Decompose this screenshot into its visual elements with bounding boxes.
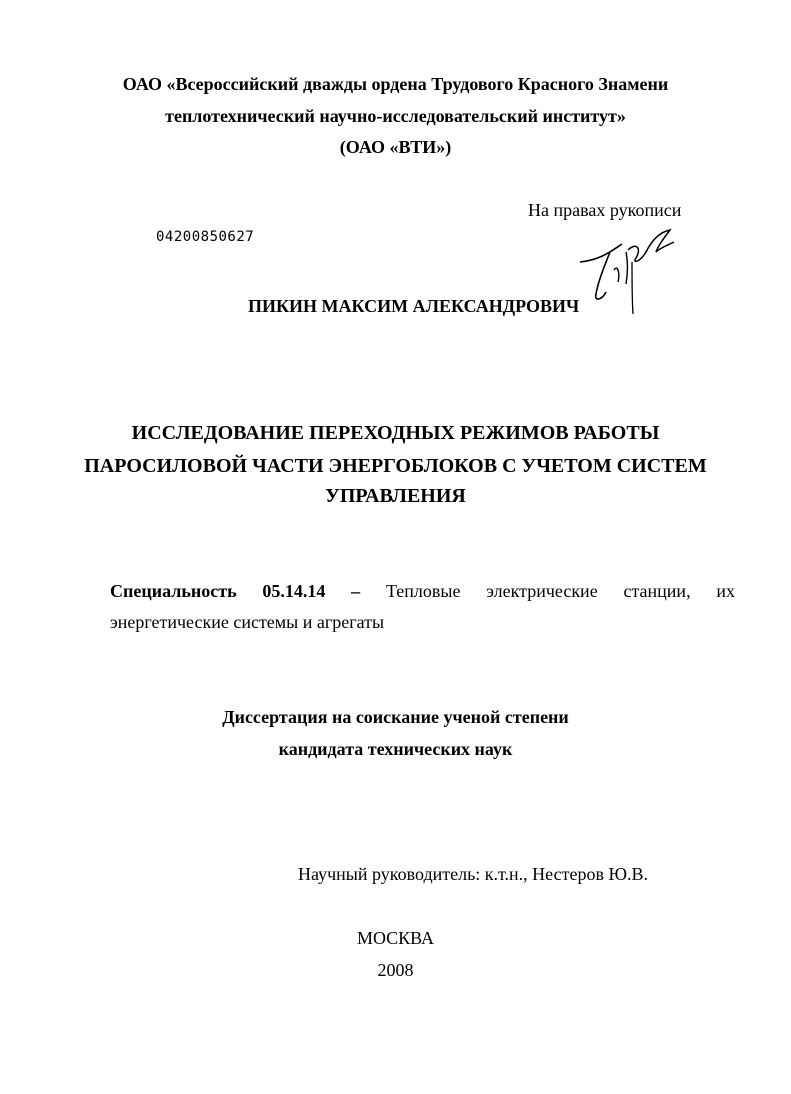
document-number: 04200850627: [156, 229, 255, 245]
title-line-1: ИССЛЕДОВАНИЕ ПЕРЕХОДНЫХ РЕЖИМОВ РАБОТЫ: [131, 422, 660, 444]
institution-abbreviation: (ОАО «ВТИ»): [339, 137, 452, 157]
institution-line-2: теплотехнический научно-исследовательский институт»: [165, 106, 626, 126]
handwritten-signature: [570, 222, 690, 322]
specialty-word: станции,: [623, 581, 691, 601]
specialty-continuation: энергетические системы и агрегаты: [110, 612, 385, 632]
dissertation-line-2: кандидата технических наук: [278, 739, 513, 759]
specialty-line: [110, 581, 735, 602]
author-name: ПИКИН МАКСИМ АЛЕКСАНДРОВИЧ: [248, 296, 580, 316]
dissertation-line-1: Диссертация на соискание ученой степени: [222, 707, 569, 727]
specialty-word: их: [716, 581, 735, 601]
manuscript-note: На правах рукописи: [528, 200, 682, 220]
title-line-3: УПРАВЛЕНИЯ: [325, 485, 466, 507]
city: МОСКВА: [356, 928, 435, 948]
year: 2008: [377, 960, 414, 980]
specialty-label: Специальность: [110, 581, 237, 601]
institution-line-1: ОАО «Всероссийский дважды ордена Трудового Красного Знамени: [122, 74, 669, 94]
specialty-word: Тепловые: [385, 581, 461, 601]
specialty-code: 05.14.14: [262, 581, 326, 601]
specialty-dash: –: [351, 581, 361, 601]
scientific-supervisor: Научный руководитель: к.т.н., Нестеров Ю.В.: [298, 864, 648, 884]
specialty-word: электрические: [486, 581, 598, 601]
title-line-2: ПАРОСИЛОВОЙ ЧАСТИ ЭНЕРГОБЛОКОВ С УЧЕТОМ СИСТЕМ: [84, 455, 707, 477]
